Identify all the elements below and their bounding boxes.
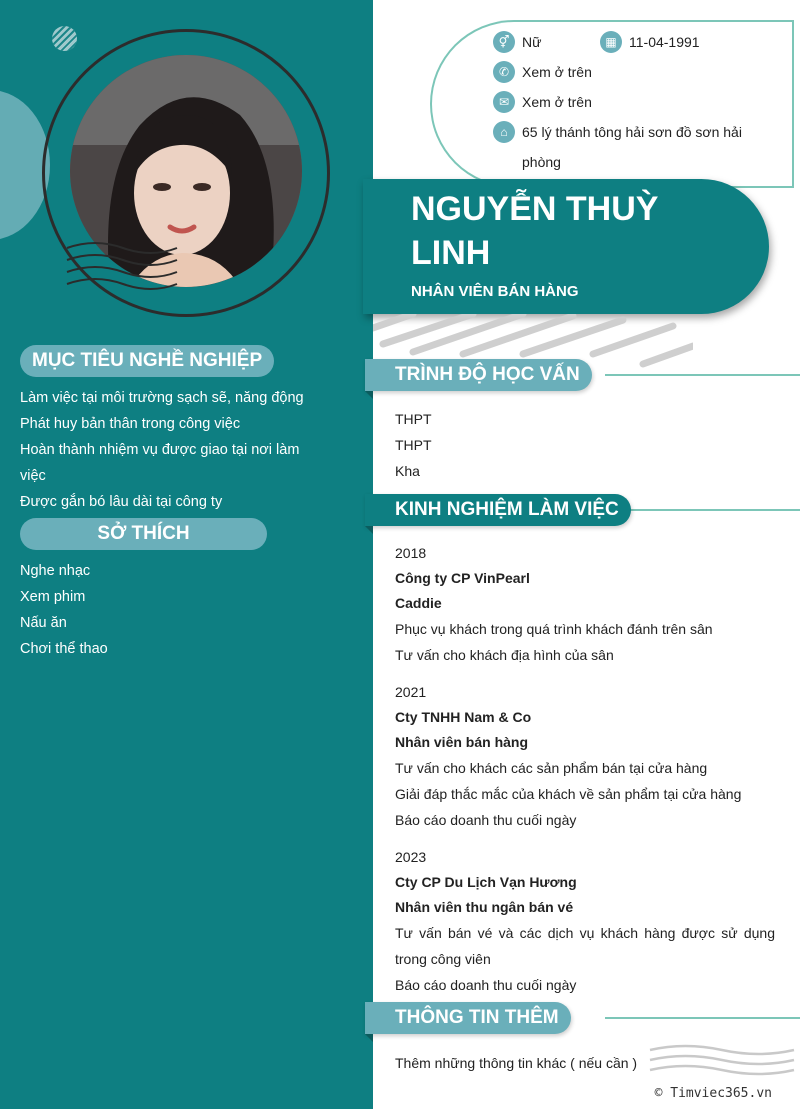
job-duty: Tư vấn cho khách địa hình của sân bbox=[395, 647, 614, 663]
address-line-1: 65 lý thánh tông hải sơn đồ sơn hải bbox=[522, 124, 742, 140]
job-duty: Tư vấn bán vé và các dịch vụ khách hàng được sử dụng trong công viên bbox=[395, 925, 775, 967]
job-position: Nhân viên bán hàng bbox=[395, 734, 529, 750]
objective-item: Làm việc tại môi trường sạch sẽ, năng động bbox=[20, 390, 304, 406]
job-entry bbox=[395, 679, 775, 833]
contact-birthday bbox=[600, 31, 700, 53]
birthday-value: 11-04-1991 bbox=[629, 34, 700, 50]
job-duty: Báo cáo doanh thu cuối ngày bbox=[395, 812, 577, 828]
job-title: NHÂN VIÊN BÁN HÀNG bbox=[411, 283, 579, 300]
job-year: 2018 bbox=[395, 545, 427, 561]
job-company: Cty TNHH Nam & Co bbox=[395, 709, 532, 725]
job-year: 2023 bbox=[395, 849, 427, 865]
name-banner bbox=[363, 179, 769, 314]
decorative-wave-lines bbox=[648, 1042, 796, 1078]
education-list bbox=[395, 406, 775, 484]
job-duty: Tư vấn cho khách các sản phẩm bán tại cửa hàng bbox=[395, 760, 708, 776]
experience-title: KINH NGHIỆM LÀM VIỆC bbox=[365, 494, 631, 526]
job-duty: Giải đáp thắc mắc của khách về sản phẩm tại cửa hàng bbox=[395, 786, 742, 802]
job-entry bbox=[395, 844, 775, 998]
objective-item: Phát huy bản thân trong công việc bbox=[20, 416, 241, 432]
hobbies-section bbox=[20, 518, 320, 662]
hobby-item: Nghe nhạc bbox=[20, 563, 91, 579]
education-item: Kha bbox=[395, 463, 420, 479]
hobby-item: Nấu ăn bbox=[20, 615, 67, 631]
contact-address bbox=[493, 121, 742, 177]
contact-email bbox=[493, 91, 592, 113]
gender-icon: ⚥ bbox=[493, 31, 515, 53]
job-year: 2021 bbox=[395, 684, 427, 700]
left-panel bbox=[0, 0, 373, 1109]
hobbies-list bbox=[20, 558, 320, 662]
decorative-circle bbox=[52, 26, 77, 51]
education-item: THPT bbox=[395, 437, 432, 453]
education-item: THPT bbox=[395, 411, 432, 427]
email-value: Xem ở trên bbox=[522, 94, 592, 110]
contact-gender bbox=[493, 31, 541, 53]
objective-section bbox=[20, 345, 320, 515]
home-icon: ⌂ bbox=[493, 121, 515, 143]
objective-item: Hoàn thành nhiệm vụ được giao tại nơi làm việc bbox=[20, 442, 300, 484]
job-duty: Phục vụ khách trong quá trình khách đánh trên sân bbox=[395, 621, 713, 637]
job-company: Công ty CP VinPearl bbox=[395, 570, 530, 586]
additional-text: Thêm những thông tin khác ( nếu cần ) bbox=[395, 1055, 638, 1071]
envelope-icon: ✉ bbox=[493, 91, 515, 113]
objective-item: Được gắn bó lâu dài tại công ty bbox=[20, 494, 223, 510]
calendar-icon: ▦ bbox=[600, 31, 622, 53]
gender-value: Nữ bbox=[522, 34, 542, 50]
additional-title: THÔNG TIN THÊM bbox=[365, 1002, 571, 1034]
hobbies-title: SỞ THÍCH bbox=[20, 518, 267, 550]
education-title: TRÌNH ĐỘ HỌC VẤN bbox=[365, 359, 592, 391]
address-line-2: phòng bbox=[522, 154, 561, 170]
full-name: NGUYỄN THUỲ LINH bbox=[411, 190, 659, 272]
contact-phone bbox=[493, 61, 592, 83]
hobby-item: Xem phim bbox=[20, 589, 86, 605]
objective-title: MỤC TIÊU NGHỀ NGHIỆP bbox=[20, 345, 274, 377]
job-duty: Báo cáo doanh thu cuối ngày bbox=[395, 977, 577, 993]
objective-list bbox=[20, 385, 320, 515]
job-position: Nhân viên thu ngân bán vé bbox=[395, 899, 574, 915]
watermark: © Timviec365.vn bbox=[654, 1086, 772, 1101]
hobby-item: Chơi thể thao bbox=[20, 641, 108, 657]
phone-icon: ✆ bbox=[493, 61, 515, 83]
decorative-stamp-lines bbox=[65, 238, 180, 300]
phone-value: Xem ở trên bbox=[522, 64, 592, 80]
job-entry bbox=[395, 540, 775, 668]
job-position: Caddie bbox=[395, 595, 442, 611]
job-company: Cty CP Du Lịch Vạn Hương bbox=[395, 874, 577, 890]
